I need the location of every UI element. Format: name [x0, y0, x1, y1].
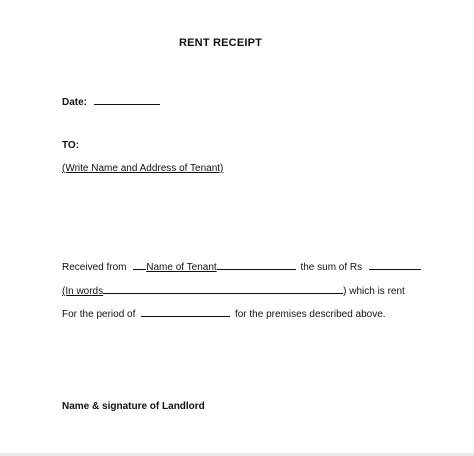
in-words-row	[62, 283, 405, 298]
in-words-close-label: ) which is rent	[343, 286, 405, 297]
period-blank-line[interactable]	[141, 306, 230, 317]
to-label: TO:	[62, 140, 80, 151]
date-label: Date:	[62, 97, 88, 108]
period-label: For the period of	[62, 309, 136, 320]
in-words-label: (In words	[62, 286, 104, 297]
tenant-name-blank-line-trailing[interactable]	[217, 259, 296, 270]
tenant-instruction: (Write Name and Address of Tenant)	[62, 163, 224, 174]
received-row	[62, 259, 421, 274]
sum-blank-line[interactable]	[369, 259, 421, 270]
sum-label: the sum of Rs	[300, 262, 363, 273]
receipt-title: RENT RECEIPT	[179, 37, 263, 49]
in-words-blank-line[interactable]	[103, 283, 343, 294]
date-row	[62, 94, 160, 109]
tenant-name-placeholder: Name of Tenant	[146, 262, 217, 273]
date-blank-line[interactable]	[94, 94, 160, 105]
period-row	[62, 306, 386, 321]
tenant-name-blank-line-leading[interactable]	[133, 259, 146, 270]
premises-label: for the premises described above.	[234, 309, 386, 320]
landlord-signature-label: Name & signature of Landlord	[62, 401, 205, 412]
received-from-label: Received from	[62, 262, 127, 273]
